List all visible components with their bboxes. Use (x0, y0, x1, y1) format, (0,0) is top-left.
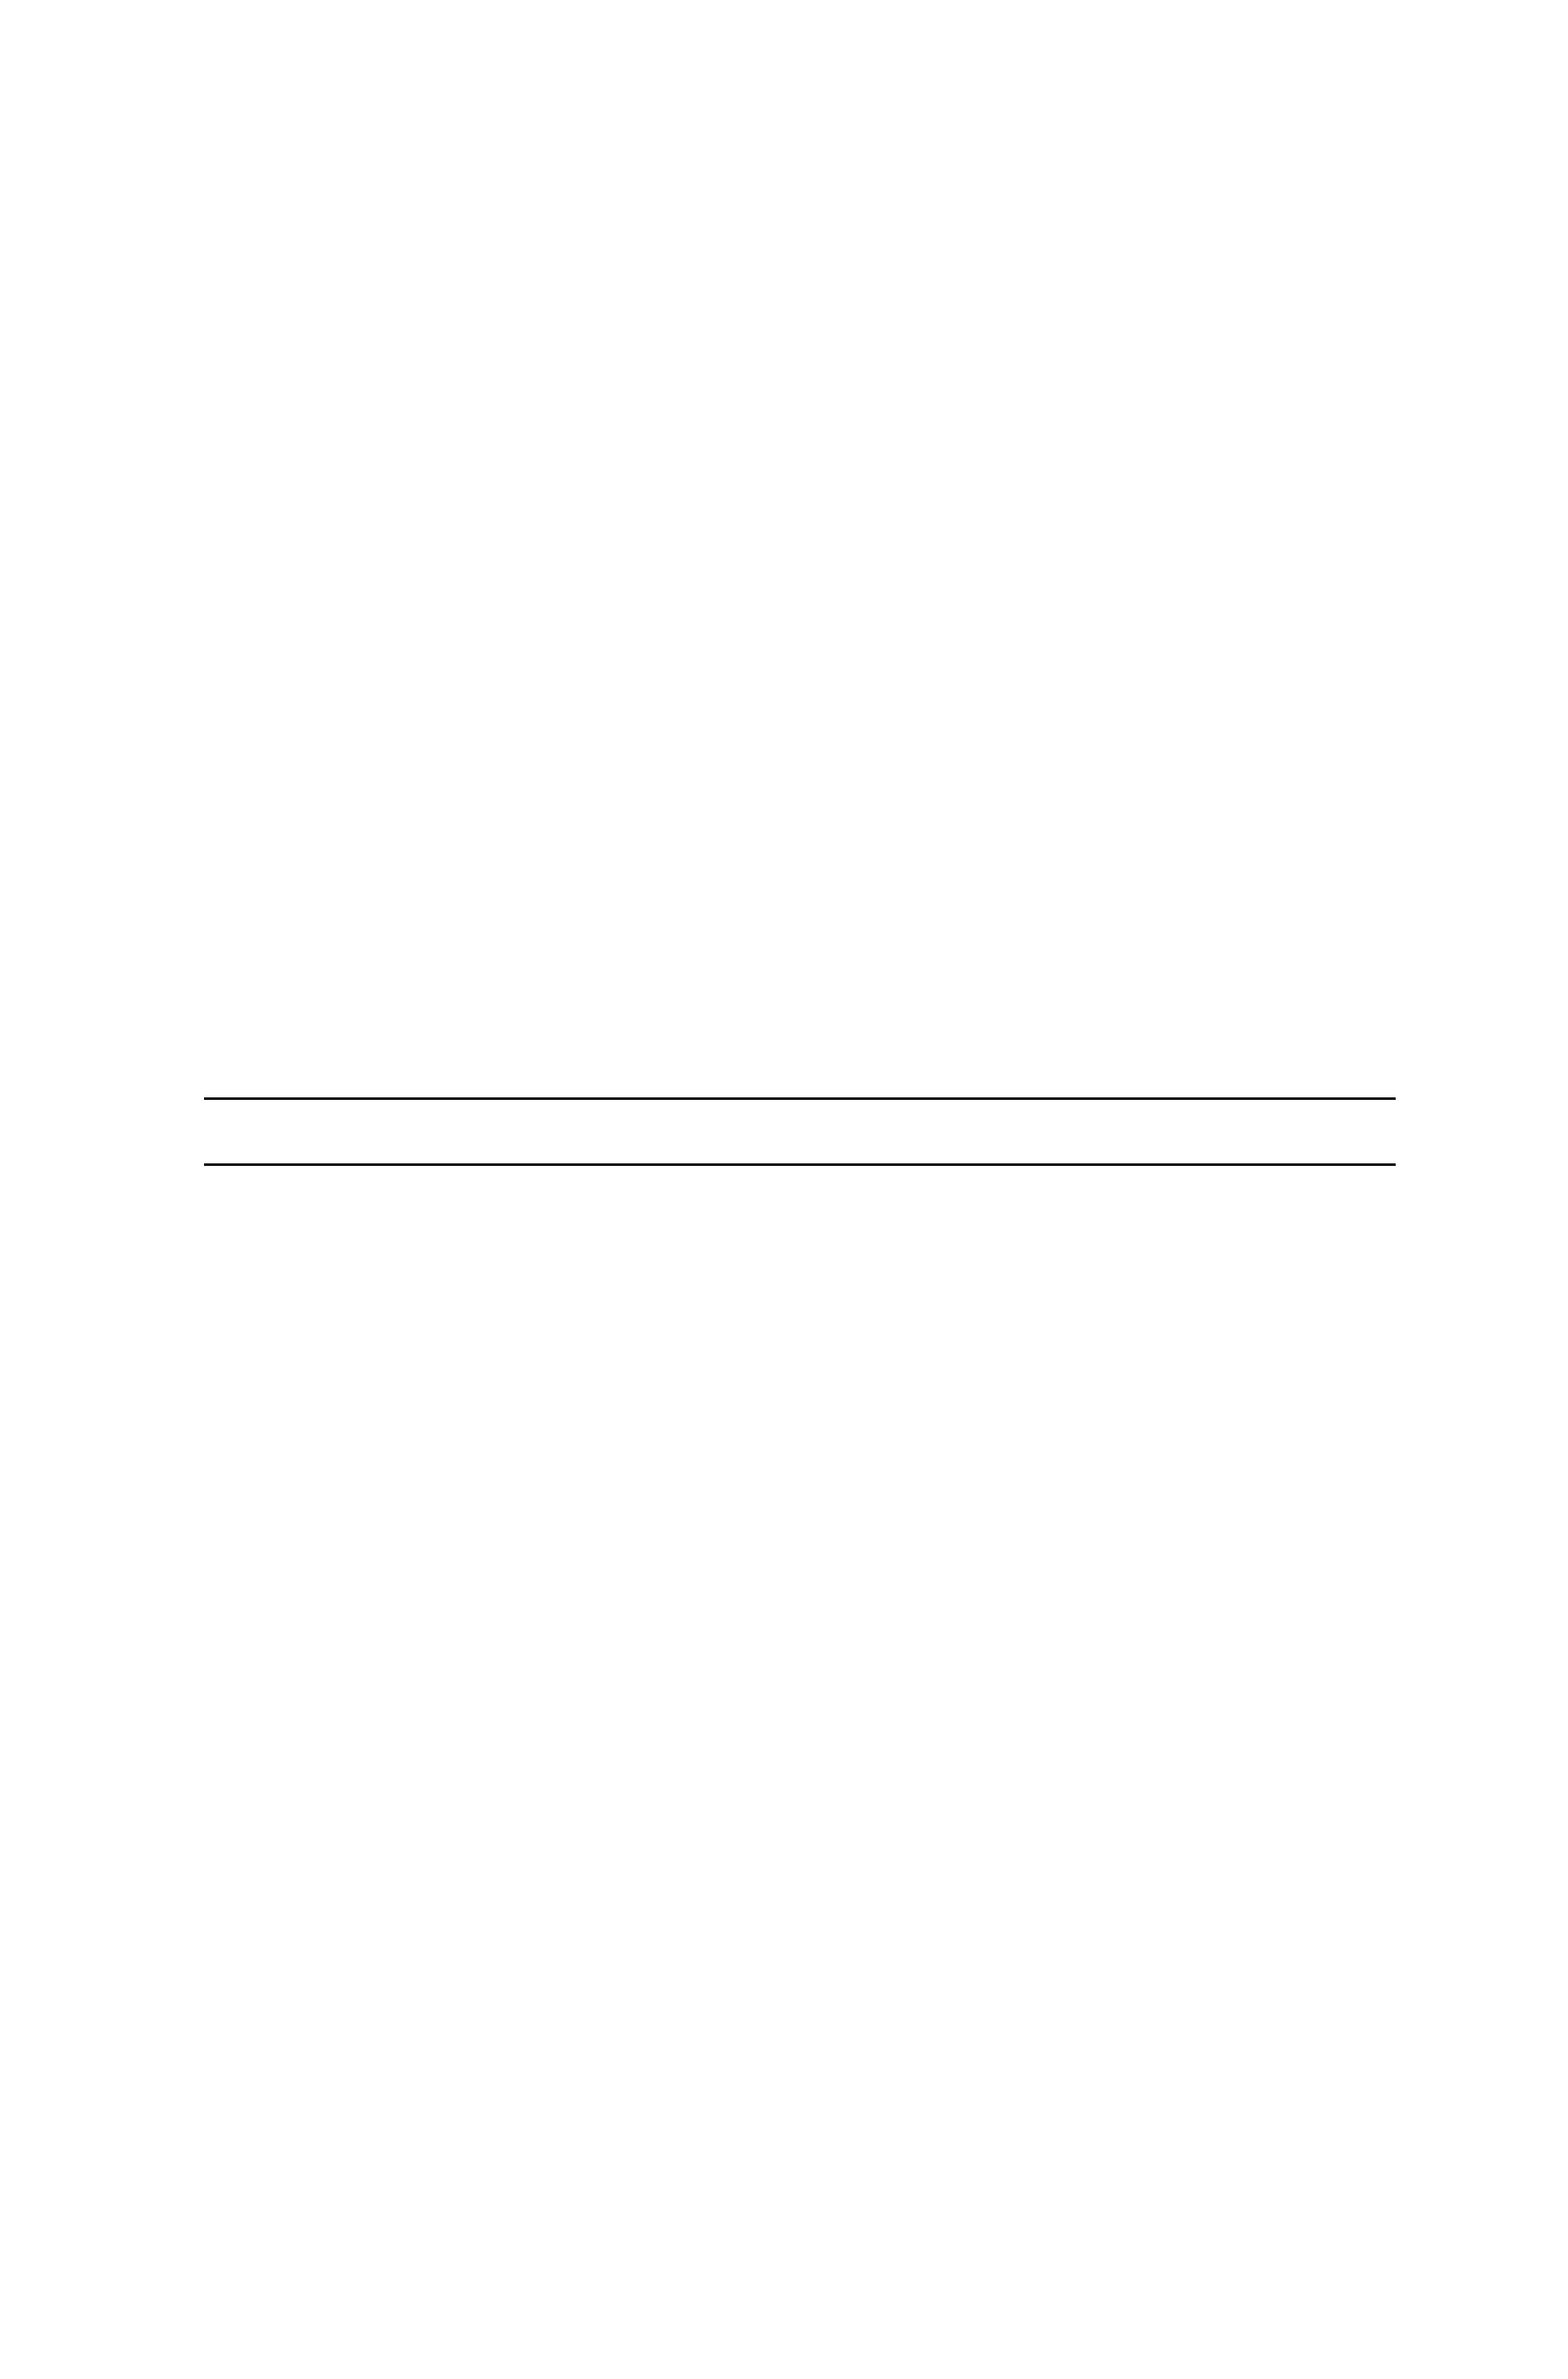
page-header (204, 101, 1396, 153)
chapter-heading (204, 1097, 1396, 1166)
